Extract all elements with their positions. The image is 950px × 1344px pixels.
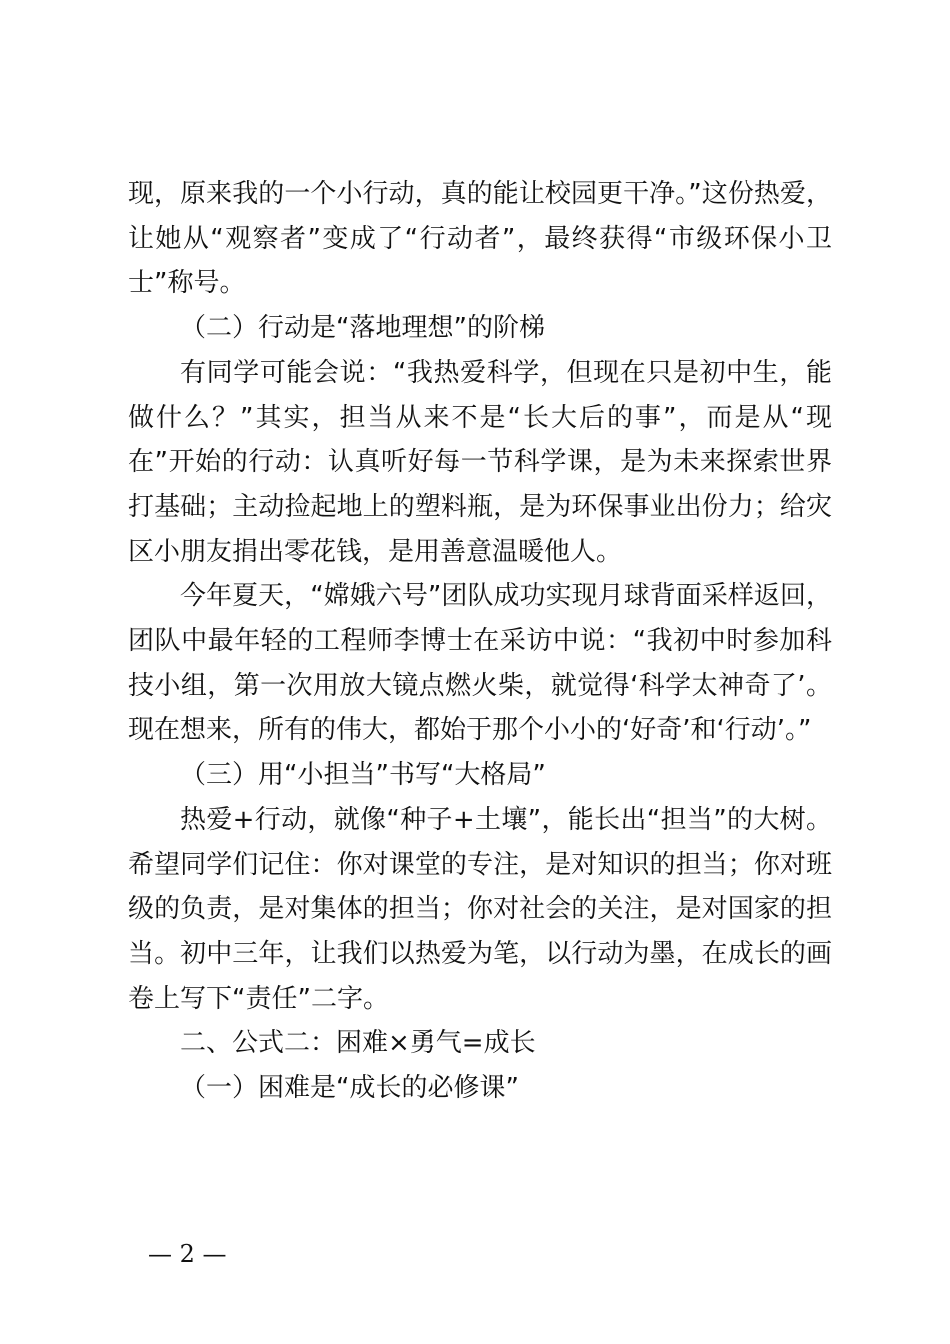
section-heading-2: （二）行动是“落地理想”的阶梯 bbox=[180, 313, 545, 344]
section-heading-3: （三）用“小担当”书写“大格局” bbox=[180, 760, 546, 791]
document-body bbox=[128, 172, 832, 1111]
section-heading-difficulty: （一）困难是“成长的必修课” bbox=[180, 1073, 519, 1104]
paragraph-responsibility: 热爱+行动，就像“种子+土壤”，能长出“担当”的大树。希望同学们记住：你对课堂的专注，是对知识的担当；你对班级的负责，是对集体的担当；你对社会的关注，是对国家的担当。初中三年，让我们以热爱为笔，以行动为墨，在成长的画卷上写下“责任”二字。 bbox=[128, 804, 832, 1014]
page-number: — 2 — bbox=[148, 1240, 227, 1268]
paragraph-science-action: 有同学可能会说：“我热爱科学，但现在只是初中生，能做什么？”其实，担当从来不是“长大后的事”，而是从“现在”开始的行动：认真听好每一节科学课，是为未来探索世界打基础；主动捡起地上的塑料瓶，是为环保事业出份力；给灾区小朋友捐出零花钱，是用善意温暖他人。 bbox=[128, 357, 832, 567]
paragraph-change6-story: 今年夏天，“嫦娥六号”团队成功实现月球背面采样返回，团队中最年轻的工程师李博士在采访中说：“我初中时参加科技小组，第一次用放大镜点燃火柴，就觉得‘科学太神奇了’。现在想来，所有的伟大，都始于那个小小的‘好奇’和‘行动’。” bbox=[128, 581, 832, 746]
chapter-heading-formula-two: 二、公式二：困难×勇气=成长 bbox=[180, 1028, 536, 1059]
paragraph-continued: 现，原来我的一个小行动，真的能让校园更干净。”这份热爱，让她从“观察者”变成了“行动者”，最终获得“市级环保小卫士”称号。 bbox=[128, 179, 832, 299]
